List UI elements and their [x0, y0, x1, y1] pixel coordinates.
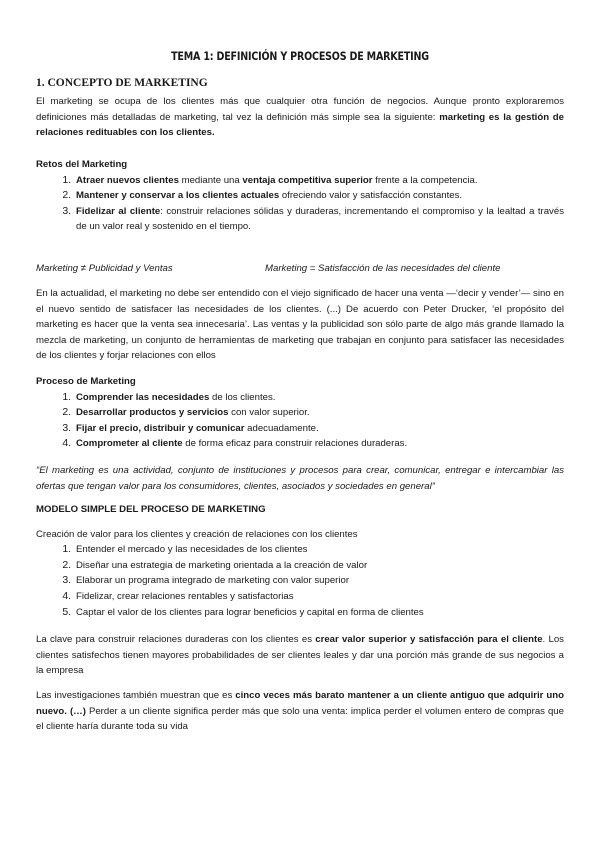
- list-item: 4. Fidelizar, crear relaciones rentables y satisfactorias: [74, 589, 564, 605]
- comparison-left: Marketing ≠ Publicidad y Ventas: [36, 263, 173, 274]
- list-item: 2. Mantener y conservar a los clientes actuales ofreciendo valor y satisfacción constantes.: [74, 188, 564, 204]
- paragraph-investigaciones: Las investigaciones también muestran que es cinco veces más barato mantener a un cliente antiguo que adquirir uno nuevo. (…) Perder a un cliente significa perder más que solo una venta: implica perder el volumen entero de compras que el cliente haría durante toda su vida: [36, 690, 564, 733]
- retos-list: [36, 173, 564, 235]
- proceso-heading: Proceso de Marketing: [36, 376, 136, 387]
- key-fact: cinco veces más barato mantener a un cliente antiguo que adquirir uno nuevo: [36, 690, 564, 717]
- section-heading-concepto: 1. CONCEPTO DE MARKETING: [36, 77, 208, 89]
- intro-paragraph: [36, 94, 564, 141]
- intro-definition: marketing es la gestión de relaciones redituables con los clientes.: [36, 111, 564, 139]
- modelo-heading: MODELO SIMPLE DEL PROCESO DE MARKETING: [36, 504, 266, 515]
- list-item: 3. Elaborar un programa integrado de marketing con valor superior: [74, 573, 564, 589]
- paragraph-actualidad: En la actualidad, el marketing no debe ser entendido con el viejo significado de hacer una venta —‘decir y vender’— sino en el nuevo sentido de satisfacer las necesidades de los clientes. (...) De acuerdo con Peter Drucker, ‘el propósito del marketing es hacer que la venta sea innecesaria’. Las ventas y la publicidad son sólo parte de algo más grande llamado la mezcla de marketing, un conjunto de herramientas de marketing que trabajan en conjunto para satisfacer las necesidades de los clientes y forjar relaciones con ellos: [36, 288, 564, 362]
- list-item: 2. Desarrollar productos y servicios con valor superior.: [74, 405, 564, 421]
- list-item: 4. Comprometer al cliente de forma eficaz para construir relaciones duraderas.: [74, 436, 564, 452]
- list-item: 1. Comprender las necesidades de los clientes.: [74, 390, 564, 406]
- marketing-definition-quote: “El marketing es una actividad, conjunto de instituciones y procesos para crear, comunicar, entregar e intercambiar las ofertas que tengan valor para los consumidores, clientes, asociados y sociedades en general”: [36, 465, 564, 492]
- retos-section: [36, 157, 564, 235]
- list-item: 3. Fidelizar al cliente: construir relaciones sólidas y duraderas, incrementando el compromiso y la lealtad a través de un valor real y sostenido en el tiempo.: [74, 204, 564, 235]
- key-phrase: crear valor superior y satisfacción para el cliente: [315, 634, 543, 645]
- modelo-section: [36, 502, 564, 620]
- proceso-section: [36, 374, 564, 452]
- paragraph-clave: La clave para construir relaciones duraderas con los clientes es crear valor superior y satisfacción para el cliente. Los clientes satisfechos tienen mayores probabilidades de ser clientes leales y dar una porción más grande de sus negocios a la empresa: [36, 634, 564, 677]
- modelo-list: [36, 542, 564, 620]
- list-item: 5. Captar el valor de los clientes para lograr beneficios y capital en forma de clientes: [74, 605, 564, 621]
- comparison-right: Marketing = Satisfacción de las necesidades del cliente: [265, 263, 501, 274]
- retos-heading: Retos del Marketing: [36, 159, 128, 170]
- list-item: 1. Entender el mercado y las necesidades de los clientes: [74, 542, 564, 558]
- proceso-list: [36, 390, 564, 452]
- list-item: 2. Diseñar una estrategia de marketing orientada a la creación de valor: [74, 558, 564, 574]
- list-item: 1. Atraer nuevos clientes mediante una ventaja competitiva superior frente a la competencia.: [74, 173, 564, 189]
- modelo-intro: Creación de valor para los clientes y creación de relaciones con los clientes: [36, 528, 358, 540]
- intro-text: El marketing se ocupa de los clientes más que cualquier otra función de negocios. Aunque pronto exploraremos definiciones más detalladas de marketing, tal vez la definición más simple sea la siguiente:: [36, 96, 564, 123]
- document-title: TEMA 1: DEFINICIÓN Y PROCESOS DE MARKETING: [171, 49, 429, 63]
- list-item: 3. Fijar el precio, distribuir y comunicar adecuadamente.: [74, 421, 564, 437]
